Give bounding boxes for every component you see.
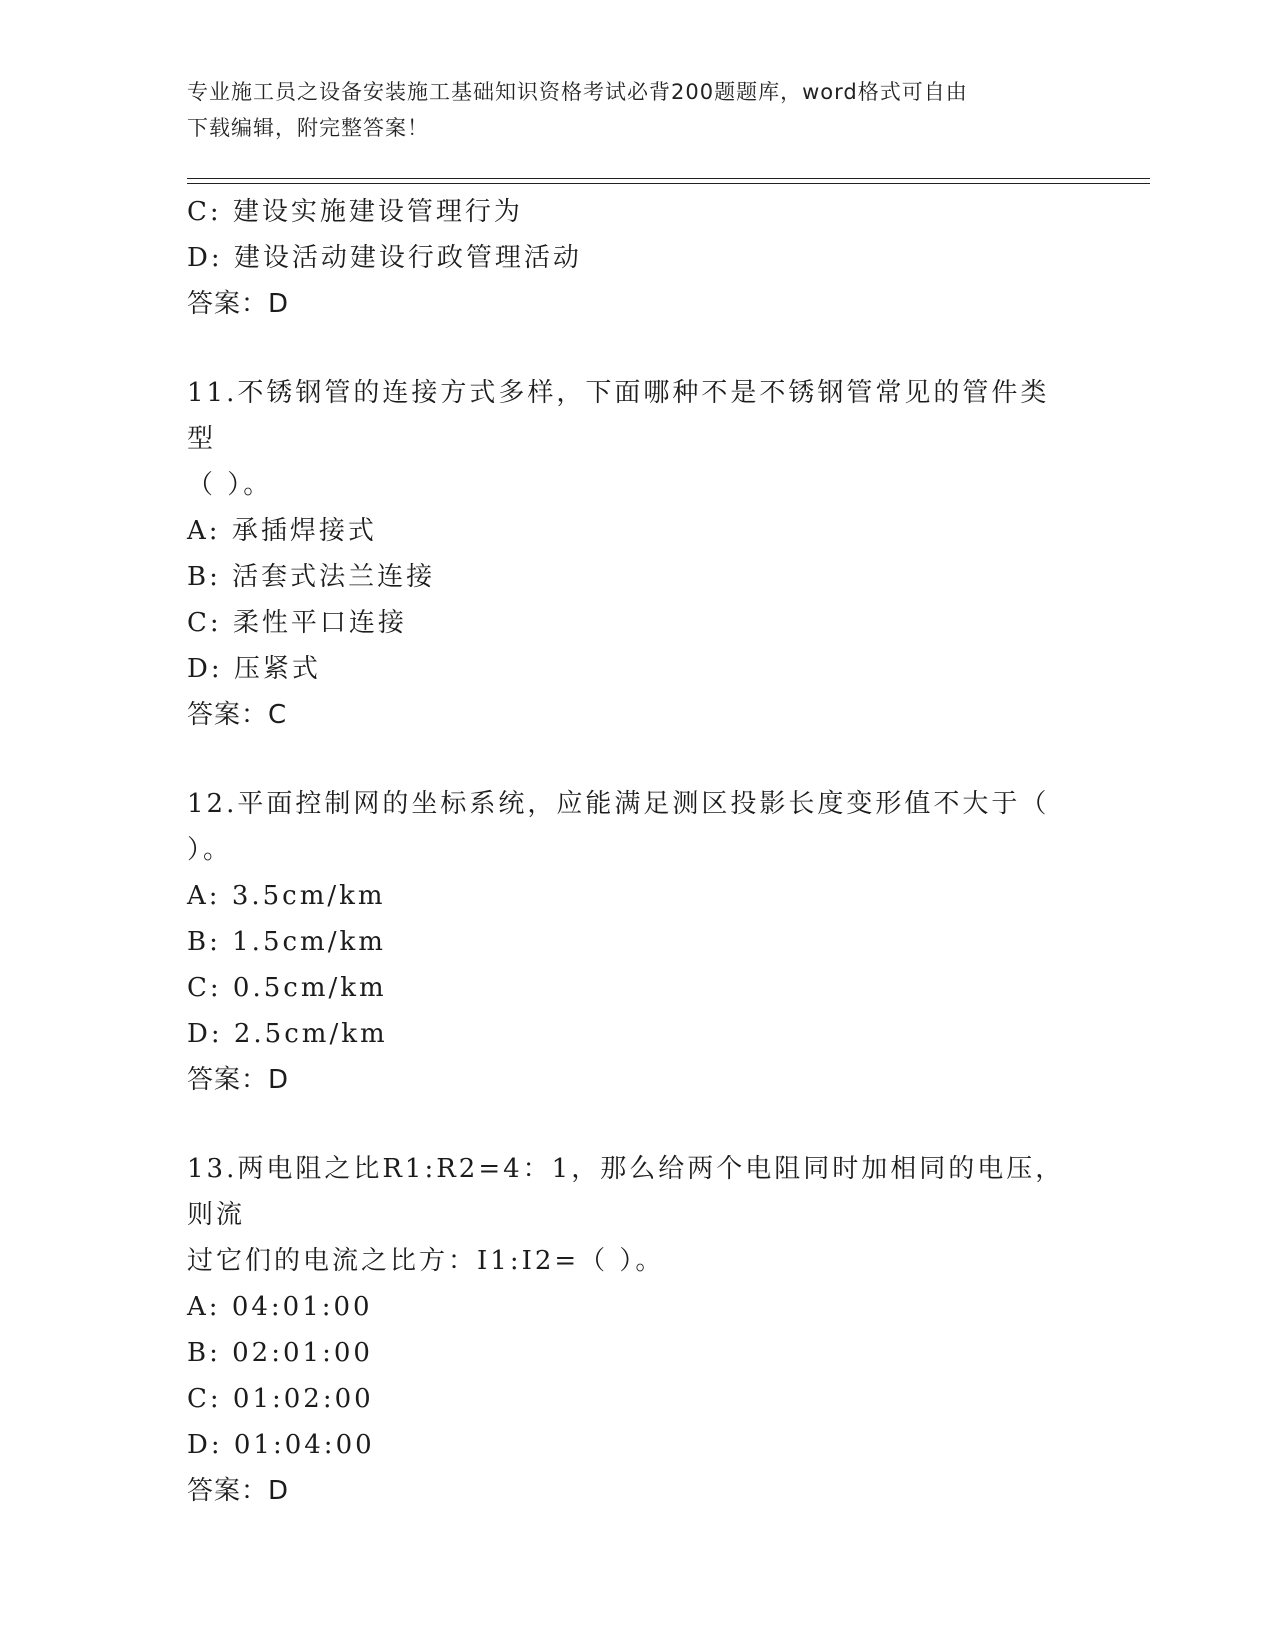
question-stem-line-2: ）。	[187, 835, 233, 865]
option-b	[187, 554, 1087, 600]
option-label: C:	[187, 1384, 222, 1414]
option-text: 建设活动建设行政管理活动	[233, 243, 582, 273]
option-text: 柔性平口连接	[232, 608, 407, 638]
option-c	[187, 189, 1087, 235]
option-text: 1.5cm/km	[232, 927, 386, 957]
option-label: C:	[187, 197, 222, 227]
option-text: 压紧式	[233, 654, 321, 684]
header-title-line-1: 专业施工员之设备安装施工基础知识资格考试必背200题题库，word格式可自由	[187, 80, 968, 104]
option-label: D:	[187, 1019, 223, 1049]
option-a	[187, 508, 1087, 554]
option-a	[187, 873, 1087, 919]
question-stem-line-2: 过它们的电流之比方：I1:I2=（ ）。	[187, 1246, 665, 1276]
question-13	[187, 1146, 1087, 1514]
question-stem-line-1: 12.平面控制网的坐标系统，应能满足测区投影长度变形值不大于（	[187, 789, 1050, 819]
header-divider-bottom	[187, 183, 1150, 184]
option-text: 活套式法兰连接	[232, 562, 436, 592]
question-stem	[187, 1146, 1077, 1284]
option-label: A:	[187, 516, 221, 546]
option-label: B:	[187, 562, 221, 592]
option-label: D:	[187, 1430, 223, 1460]
option-d	[187, 1422, 1087, 1468]
header-title-line-2: 下载编辑，附完整答案！	[187, 116, 429, 140]
spacer	[187, 738, 1087, 781]
question-stem-line-1: 11.不锈钢管的连接方式多样，下面哪种不是不锈钢管常见的管件类型	[187, 378, 1050, 454]
question-11	[187, 370, 1087, 738]
option-text: 承插焊接式	[231, 516, 377, 546]
question-stem-line-2: （ ）。	[187, 470, 273, 500]
question-content	[187, 189, 1087, 1514]
option-c	[187, 600, 1087, 646]
spacer	[187, 327, 1087, 370]
option-text: 01:02:00	[232, 1384, 374, 1414]
question-12	[187, 781, 1087, 1103]
option-label: B:	[187, 927, 221, 957]
option-label: D:	[187, 654, 223, 684]
option-c	[187, 965, 1087, 1011]
answer-line: 答案：D	[187, 1065, 290, 1095]
option-label: D:	[187, 243, 223, 273]
question-10-continued	[187, 189, 1087, 327]
answer-line: 答案：C	[187, 700, 288, 730]
question-stem	[187, 370, 1077, 508]
option-a	[187, 1284, 1087, 1330]
question-stem-line-1: 13.两电阻之比R1:R2=4：1，那么给两个电阻同时加相同的电压，则流	[187, 1154, 1065, 1230]
option-label: B:	[187, 1338, 221, 1368]
option-label: C:	[187, 608, 222, 638]
option-d	[187, 1011, 1087, 1057]
option-text: 0.5cm/km	[232, 973, 387, 1003]
question-stem	[187, 781, 1077, 873]
option-text: 01:04:00	[233, 1430, 375, 1460]
option-text: 3.5cm/km	[231, 881, 386, 911]
option-d	[187, 646, 1087, 692]
page-header	[187, 74, 1087, 146]
spacer	[187, 1103, 1087, 1146]
option-text: 建设实施建设管理行为	[232, 197, 523, 227]
option-label: A:	[187, 881, 221, 911]
answer-line: 答案：D	[187, 1476, 290, 1506]
header-divider-top	[187, 178, 1150, 179]
option-text: 02:01:00	[232, 1338, 373, 1368]
option-text: 04:01:00	[231, 1292, 373, 1322]
answer-line: 答案：D	[187, 289, 290, 319]
option-b	[187, 919, 1087, 965]
option-c	[187, 1376, 1087, 1422]
option-label: A:	[187, 1292, 221, 1322]
option-text: 2.5cm/km	[233, 1019, 388, 1049]
option-label: C:	[187, 973, 222, 1003]
option-b	[187, 1330, 1087, 1376]
option-d	[187, 235, 1087, 281]
